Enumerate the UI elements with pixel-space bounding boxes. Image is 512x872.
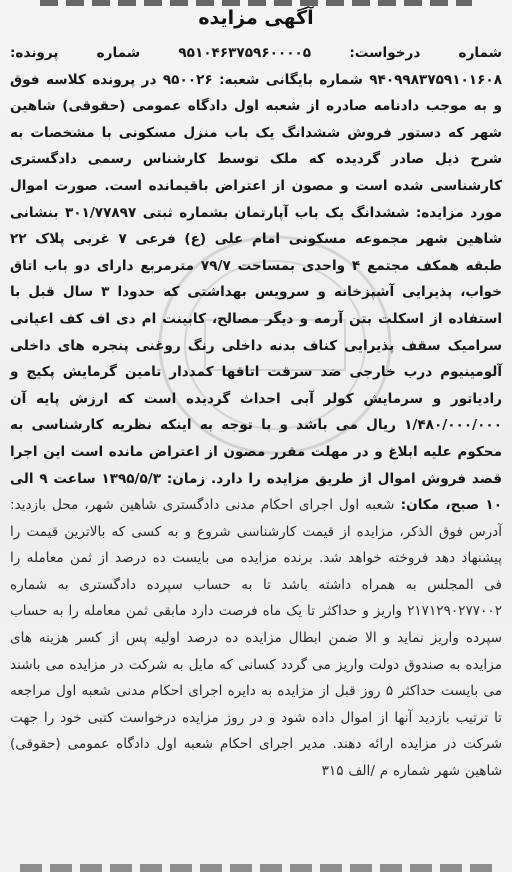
notice-paragraph-2: شعبه اول اجرای احکام مدنی دادگستری شاهین شهر، محل بازدید: آدرس فوق الذکر، مزایده از قیمت کارشناسی شروع و به کسی که بالاترین قیمت را پیشنهاد دهد فروخته خواهد شد. برنده مزایده می بایست ده درصد از ثمن معامله را فی المجلس به همراه داشته باشد تا به حساب سپرده دادگستری به شماره ۲۱۷۱۲۹۰۲۷۷۰۰۲ واریز و حداکثر تا یک ماه فرصت دارد مابقی ثمن معامله را به حساب سپرده واریز نماید و الا ضمن ابطال مزایده ده درصد اولیه پس از کسر هزینه های مزایده به صندوق دولت واریز می گردد کسانی که مایل به شرکت در مزایده می باشند می بایست حداکثر ۵ روز قبل از مزایده به دایره اجرای احکام مدنی شعبه اول مراجعه تا ترتیب بازدید آنها از اموال داده شود و در روز مزایده درخواست کتبی خود را جهت شرکت در مزایده ارائه دهند. مدیر اجرای احکام شعبه اول دادگاه عمومی (حقوقی) شاهین شهر شماره م /الف ۳۱۵: [10, 497, 502, 780]
notice-body: [10, 40, 502, 785]
notice-paragraph-1: شماره درخواست: ۹۵۱۰۴۶۳۷۵۹۶۰۰۰۰۵ شماره پرونده: ۹۴۰۹۹۸۳۷۵۹۱۰۱۶۰۸ شماره بایگانی شعبه: ۹۵۰۰۲۶ در پرونده کلاسه فوق و به موجب دادنامه صادره از شعبه اول دادگاه عمومی (حقوقی) شاهین شهر که دستور فروش ششدانگ یک باب منزل مسکونی با مشخصات به شرح ذیل صادر گردیده که ملک توسط کارشناس رسمی دادگستری کارشناسی شده است و مصون از اعتراض باقیمانده است. صورت اموال مورد مزایده: ششدانگ یک باب آپارتمان بشماره ثبتی ۳۰۱/۷۷۸۹۷ بنشانی شاهین شهر مجموعه مسکونی امام علی (ع) فرعی ۷ غربی پلاک ۲۲ طبقه همکف مجتمع ۴ واحدی بمساحت ۷۹/۷ مترمربع دارای دو باب اتاق خواب، پذیرایی آشپزخانه و سرویس بهداشتی که حدودا ۳ سال قبل با استفاده از اسکلت بتن آرمه و دیگر مصالح، کابینت ام دی اف کف اعیانی سرامیک سقف پذیرایی کناف بدنه داخلی رنگ روغنی پنجره های داخلی آلومینیوم درب خارجی ضد سرقت اتاقها کمددار تامین گرمایش پکیج و رادیاتور و سرمایش کولر آبی احداث گردیده است که ارزش پایه آن ۱/۴۸۰/۰۰۰/۰۰۰ ریال می باشد و با توجه به اینکه نظریه کارشناسی به محکوم علیه ابلاغ و در مهلت مقرر مصون از اعتراض مانده است این اجرا قصد فروش اموال از طریق مزایده را دارد. زمان: ۱۳۹۵/۵/۳ ساعت ۹ الی ۱۰ صبح، مکان:: [10, 45, 503, 514]
notice-title: آگهی مزایده: [198, 7, 314, 29]
torn-bottom-edge: [20, 864, 492, 872]
